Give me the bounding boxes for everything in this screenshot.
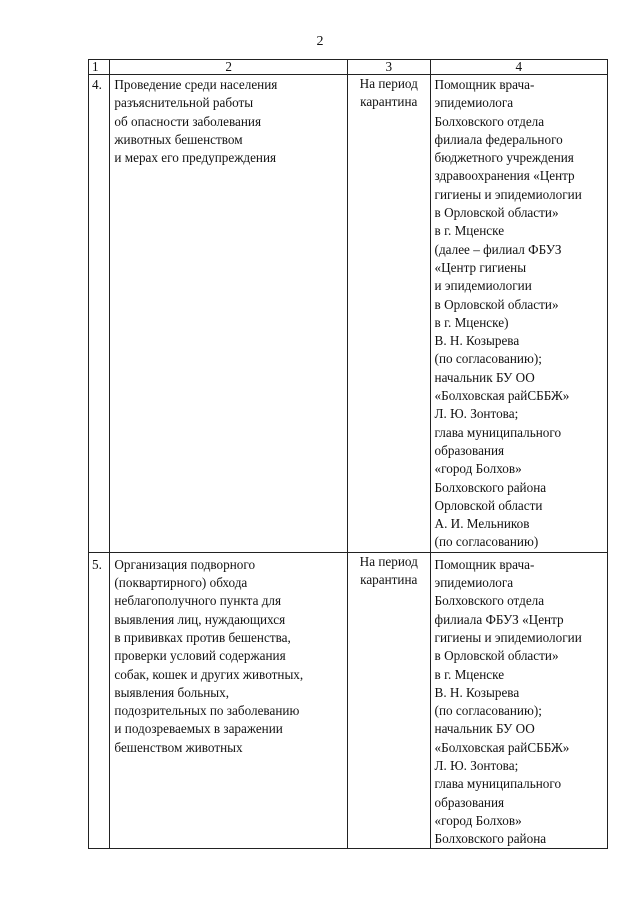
table-row [89, 75, 608, 553]
text-line: эпидемиолога [434, 575, 514, 591]
text-line: Помощник врача- [434, 77, 535, 92]
text-line: «город Болхов» [434, 461, 522, 477]
text-line: животных бешенством [114, 131, 243, 147]
text-line: карантина [360, 94, 418, 110]
text-line: в г. Мценске [434, 666, 505, 682]
text-line: Л. Ю. Зонтова; [434, 757, 519, 773]
text-line: в г. Мценске) [434, 314, 509, 330]
text-line: бюджетного учреждения [434, 150, 574, 166]
text-line: Помощник врача- [434, 556, 535, 572]
text-line: Болховского отдела [434, 113, 545, 129]
text-line: и мерах его предупреждения [114, 150, 277, 166]
text-line: начальник БУ ОО [434, 721, 535, 737]
text-line: в Орловской области» [434, 296, 559, 312]
text-line: На период [359, 76, 418, 91]
row-number: 5. [89, 552, 110, 849]
text-line: разъяснительной работы [114, 95, 254, 111]
text-line: эпидемиолога [434, 95, 514, 111]
text-line: филиала федерального [434, 131, 563, 147]
text-line: подозрительных по заболеванию [114, 703, 300, 719]
text-line: В. Н. Козырева [434, 684, 520, 700]
text-line: собак, кошек и других животных, [114, 666, 304, 682]
measures-table [88, 59, 608, 849]
text-line: в Орловской области» [434, 648, 559, 664]
text-line: (далее – филиал ФБУЗ [434, 241, 562, 257]
header-cell-3: 3 [347, 60, 430, 75]
text-line: Болховского отдела [434, 593, 545, 609]
text-line: и подозреваемых в заражении [114, 721, 283, 737]
text-line: глава муниципального [434, 776, 562, 792]
text-line: карантина [360, 572, 418, 588]
header-cell-4: 4 [430, 60, 607, 75]
text-line: проверки условий содержания [114, 648, 286, 664]
responsible-cell [430, 75, 607, 553]
period-cell [347, 552, 430, 849]
text-line: бешенством животных [114, 739, 243, 755]
text-line: «Центр гигиены [434, 259, 527, 275]
header-cell-2: 2 [110, 60, 348, 75]
text-line: (поквартирного) обхода [114, 575, 248, 591]
text-line: выявления лиц, нуждающихся [114, 611, 286, 627]
text-line: «Болховская райСББЖ» [434, 388, 570, 404]
text-line: гигиены и эпидемиологии [434, 629, 582, 645]
activity-cell [110, 552, 348, 849]
text-line: «город Болхов» [434, 812, 522, 828]
text-line: Организация подворного [114, 556, 256, 572]
responsible-cell [430, 552, 607, 849]
text-line: здравоохранения «Центр [434, 168, 575, 184]
text-line: Болховского района [434, 831, 547, 847]
text-line: (по согласованию); [434, 703, 542, 719]
text-line: филиала ФБУЗ «Центр [434, 611, 564, 627]
text-line: Л. Ю. Зонтова; [434, 406, 519, 422]
text-line: в г. Мценске [434, 223, 505, 239]
text-line: образования [434, 794, 505, 810]
activity-cell [110, 75, 348, 553]
text-line: (по согласованию); [434, 351, 542, 367]
text-line: в Орловской области» [434, 205, 559, 221]
text-line: (по согласованию) [434, 534, 539, 550]
text-line: об опасности заболевания [114, 113, 262, 129]
period-cell [347, 75, 430, 553]
text-line: начальник БУ ОО [434, 369, 535, 385]
text-line: глава муниципального [434, 424, 562, 440]
text-line: На период [359, 553, 418, 569]
table-header-row [89, 60, 608, 75]
text-line: неблагополучного пункта для [114, 593, 282, 609]
row-number: 4. [89, 75, 110, 553]
text-line: Орловской области [434, 497, 543, 513]
text-line: «Болховская райСББЖ» [434, 739, 570, 755]
table-row [89, 552, 608, 849]
text-line: и эпидемиологии [434, 278, 532, 294]
text-line: гигиены и эпидемиологии [434, 186, 582, 202]
text-line: в прививках против бешенства, [114, 629, 291, 645]
text-line: Болховского района [434, 479, 547, 495]
text-line: выявления больных, [114, 684, 230, 700]
text-line: Проведение среди населения [114, 77, 278, 92]
text-line: В. Н. Козырева [434, 333, 520, 349]
text-line: А. И. Мельников [434, 516, 530, 532]
page-number: 2 [316, 34, 324, 49]
header-cell-1: 1 [89, 60, 110, 75]
text-line: образования [434, 442, 505, 458]
